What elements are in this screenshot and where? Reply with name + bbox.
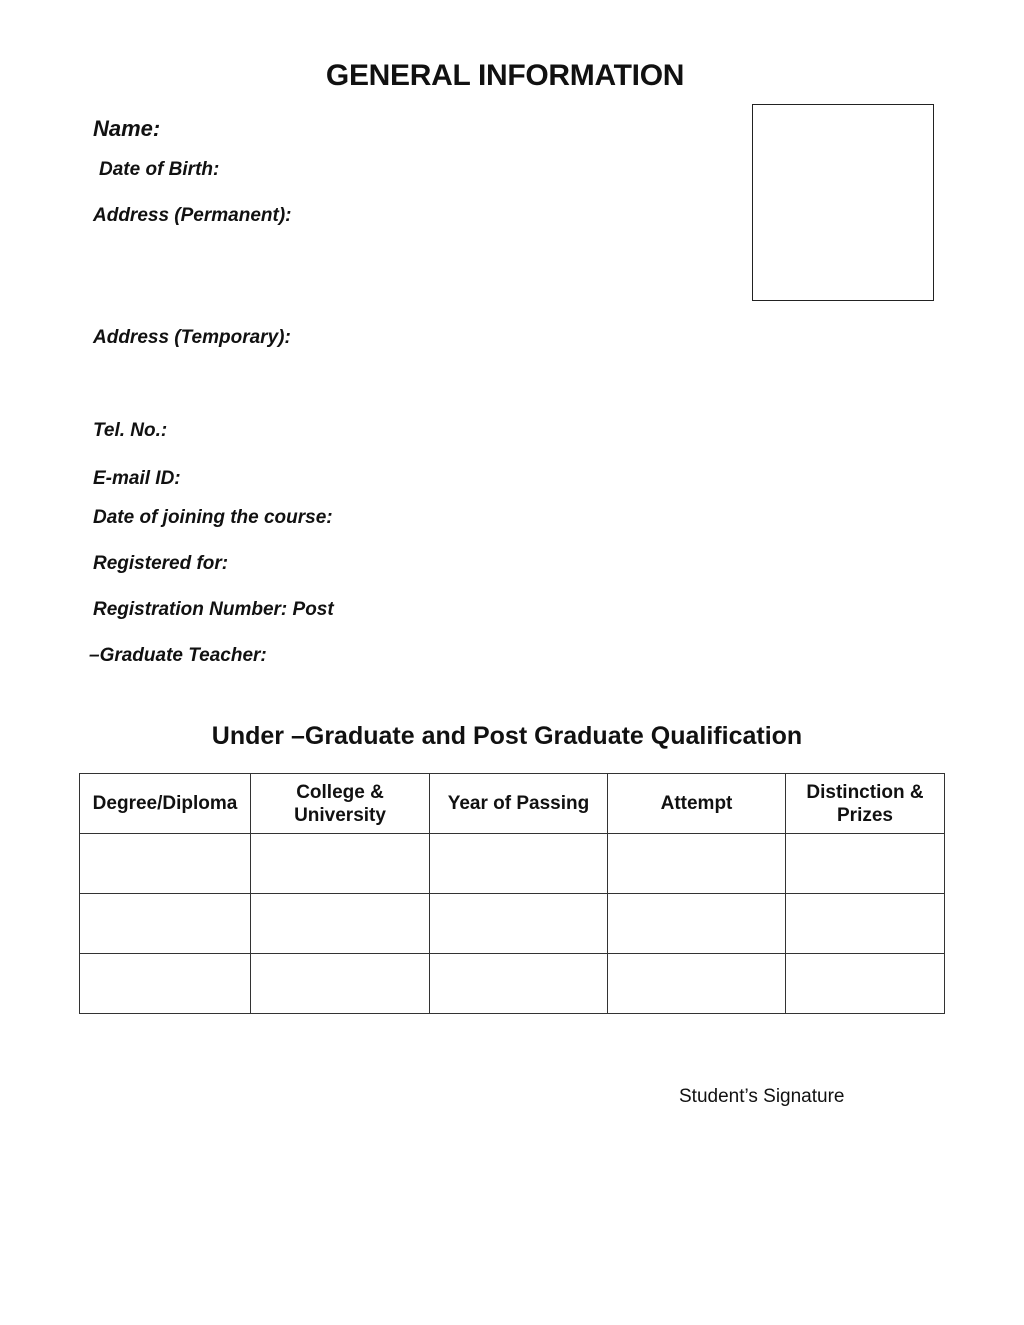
table-cell [80, 954, 251, 1014]
address-temporary-label: Address (Temporary): [93, 327, 291, 348]
header-degree [80, 774, 251, 834]
table-cell [430, 954, 608, 1014]
table-row [80, 954, 945, 1014]
header-college-line1: College & [296, 781, 384, 803]
table-row [80, 834, 945, 894]
header-degree-text: Degree/Diploma [92, 793, 238, 814]
graduate-teacher-label: –Graduate Teacher: [89, 645, 267, 666]
photo-box [752, 104, 934, 301]
header-year-text: Year of Passing [447, 793, 590, 814]
table-row [80, 894, 945, 954]
registered-for-label: Registered for: [93, 553, 229, 574]
header-distinction-line2: Prizes [837, 804, 893, 826]
table-cell [608, 834, 786, 894]
table-cell [608, 954, 786, 1014]
table-cell [80, 894, 251, 954]
table-cell [251, 954, 430, 1014]
header-year [430, 774, 608, 834]
address-permanent-label: Address (Permanent): [93, 205, 292, 226]
table-cell [80, 834, 251, 894]
page-title: GENERAL INFORMATION [325, 59, 685, 92]
dob-label: Date of Birth: [99, 159, 220, 180]
tel-label: Tel. No.: [93, 420, 168, 441]
table-cell [786, 894, 945, 954]
email-label: E-mail ID: [93, 468, 181, 489]
table-cell [608, 894, 786, 954]
header-college [251, 774, 430, 834]
header-distinction [786, 774, 945, 834]
header-attempt-text: Attempt [660, 793, 733, 814]
table-cell [786, 954, 945, 1014]
registration-number-label: Registration Number: Post [93, 599, 334, 620]
table-cell [786, 834, 945, 894]
header-distinction-line1: Distinction & [806, 781, 924, 803]
header-attempt [608, 774, 786, 834]
table-cell [251, 894, 430, 954]
table-cell [430, 894, 608, 954]
name-label: Name: [93, 116, 161, 141]
student-signature-label: Student’s Signature [679, 1086, 845, 1107]
header-college-line2: University [294, 804, 386, 826]
table-header-row [80, 774, 945, 834]
table-cell [430, 834, 608, 894]
qualification-table [79, 773, 945, 1014]
qualification-title: Under –Graduate and Post Graduate Qualification [211, 722, 803, 750]
date-joining-label: Date of joining the course: [93, 507, 333, 528]
table-cell [251, 834, 430, 894]
